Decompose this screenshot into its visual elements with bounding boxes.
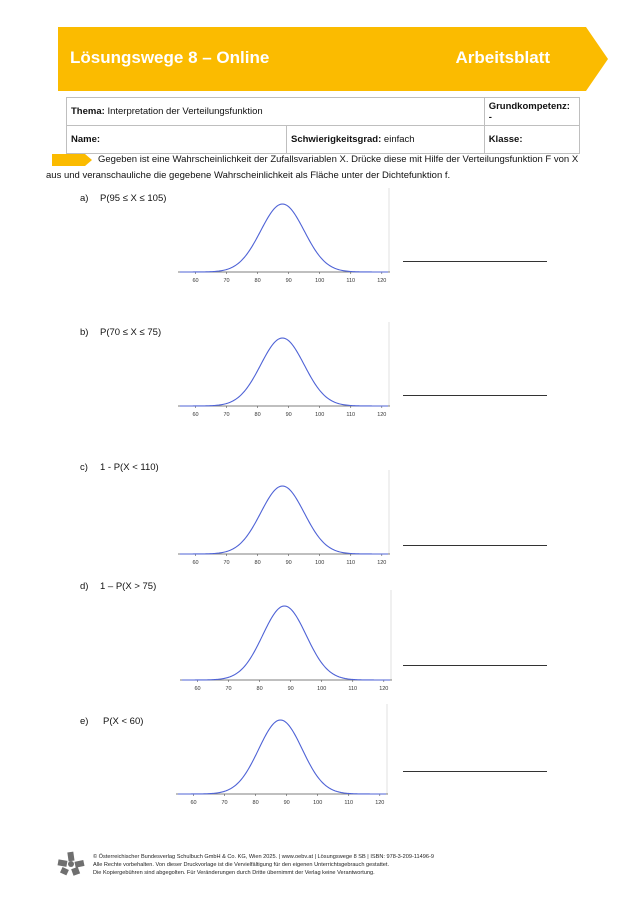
density-curve [182,606,390,680]
density-curve [180,338,388,406]
answer-line[interactable] [403,545,547,546]
schwierigkeit-value: einfach [383,134,415,145]
task-label: d) [80,581,89,592]
x-tick-label: 100 [315,412,325,418]
task-expression: P(X < 60) [103,716,144,727]
answer-line[interactable] [403,771,547,772]
x-tick-label: 80 [254,560,261,566]
x-tick-label: 90 [287,686,294,692]
info-table [66,97,580,154]
x-tick-label: 100 [317,686,327,692]
x-tick-label: 80 [254,278,261,284]
x-tick-label: 70 [223,278,230,284]
x-tick-label: 60 [190,800,197,806]
x-tick-label: 120 [379,686,389,692]
publisher-logo-icon [56,850,86,878]
task-expression: P(70 ≤ X ≤ 75) [100,327,162,338]
name-cell[interactable] [67,126,287,154]
footer-text [93,853,513,877]
task-expression: P(95 ≤ X ≤ 105) [100,193,167,204]
x-tick-label: 90 [285,412,292,418]
task-label: a) [80,193,89,204]
density-plot[interactable] [176,704,388,808]
x-tick-label: 120 [377,278,387,284]
x-tick-label: 70 [223,412,230,418]
answer-line[interactable] [403,261,547,262]
task-expression: 1 - P(X < 110) [100,462,159,473]
x-tick-label: 70 [225,686,232,692]
task-label: c) [80,462,88,473]
density-curve [178,720,386,794]
answer-line[interactable] [403,395,547,396]
density-plot[interactable] [178,188,390,286]
x-tick-label: 110 [346,278,356,284]
x-tick-label: 60 [192,560,199,566]
footer-rights: Alle Rechte vorbehalten. Von dieser Druckvorlage ist die Vervielfältigung für den eigenen Unterrichtsgebrauch gestattet. [93,862,390,868]
x-tick-label: 120 [377,560,387,566]
x-tick-label: 60 [194,686,201,692]
grundkompetenz-label: Grundkompetenz: [488,100,570,112]
grundkompetenz-cell [484,98,579,126]
name-label: Name: [71,134,101,145]
x-tick-label: 90 [283,800,290,806]
instructions-text: Gegeben ist eine Wahrscheinlichkeit der Zufallsvariablen X. Drücke diese mit Hilfe der Verteilungsfunktion F von X aus und veranschauliche die gegebene Wahrscheinlichkeit als Fläche unter der Dichtefunktion f. [46,154,579,181]
schwierigkeit-cell [287,126,485,154]
x-tick-label: 110 [348,686,358,692]
x-tick-label: 100 [315,560,325,566]
task-label: e) [80,716,89,727]
density-curve [180,486,388,554]
x-tick-label: 70 [221,800,228,806]
x-tick-label: 90 [285,560,292,566]
task-expression: 1 – P(X > 75) [100,581,157,592]
density-plot[interactable] [180,590,392,694]
footer-copyright: © Österreichischer Bundesverlag Schulbuch GmbH & Co. KG, Wien 2025. | www.oebv.at | Lösungswege 8 SB | ISBN: 978-3-209-11496-9 [93,854,434,860]
header-banner [58,27,608,91]
task-label: b) [80,327,89,338]
thema-cell [67,98,485,126]
x-tick-label: 110 [346,560,356,566]
x-tick-label: 100 [315,278,325,284]
worksheet-title: Lösungswege 8 – Online [70,48,270,67]
density-plot[interactable] [178,322,390,420]
worksheet-type: Arbeitsblatt [455,48,550,67]
klasse-cell[interactable] [484,126,579,154]
density-curve [180,204,388,272]
thema-value: Interpretation der Verteilungsfunktion [107,106,263,117]
x-tick-label: 60 [192,412,199,418]
grundkompetenz-value: - [488,111,492,123]
x-tick-label: 80 [252,800,259,806]
x-tick-label: 120 [377,412,387,418]
x-tick-label: 80 [254,412,261,418]
x-tick-label: 80 [256,686,263,692]
footer-disclaimer: Die Kopiergebühren sind abgegolten. Für Veränderungen durch Dritte übernimmt der Verlag keine Verantwortung. [93,870,375,876]
x-tick-label: 70 [223,560,230,566]
x-tick-label: 110 [346,412,356,418]
x-tick-label: 90 [285,278,292,284]
x-tick-label: 100 [313,800,323,806]
schwierigkeit-label: Schwierigkeitsgrad: [291,134,382,145]
x-tick-label: 110 [344,800,354,806]
answer-line[interactable] [403,665,547,666]
x-tick-label: 60 [192,278,199,284]
thema-label: Thema: [71,106,105,117]
density-plot[interactable] [178,470,390,568]
x-tick-label: 120 [375,800,385,806]
klasse-label: Klasse: [488,134,523,145]
